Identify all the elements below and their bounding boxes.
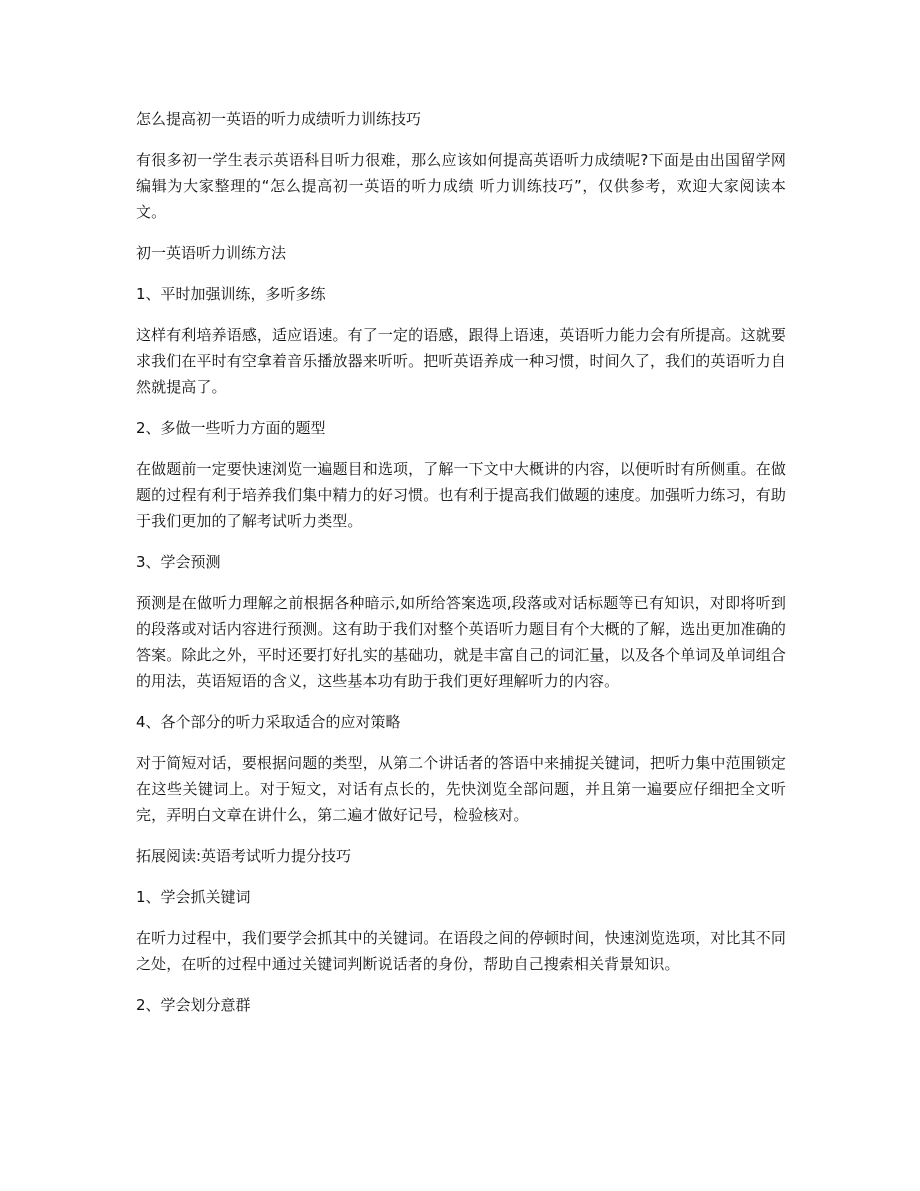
document-body [136, 106, 786, 1033]
ext-heading-2: 2、学会划分意群 [136, 996, 251, 1014]
item-paragraph-4: 对于简短对话，要根据问题的类型，从第二个讲话者的答语中来捕捉关键词，把听力集中范围锁定在这些关键词上。对于短文，对话有点长的，先快浏览全部问题，并且第一遍要应仔细把全文听完，弄明白文章在讲什么，第二遍才做好记号，检验核对。 [136, 754, 786, 824]
item-paragraph-2: 在做题前一定要快速浏览一遍题目和选项，了解一下文中大概讲的内容，以便听时有所侧重。在做题的过程有利于培养我们集中精力的好习惯。也有利于提高我们做题的速度。加强听力练习，有助于我们更加的了解考试听力类型。 [136, 460, 786, 530]
item-heading-1: 1、平时加强训练，多听多练 [136, 285, 326, 303]
item-heading-2: 2、多做一些听力方面的题型 [136, 419, 326, 437]
section-heading-methods: 初一英语听力训练方法 [136, 244, 287, 262]
item-heading-3: 3、学会预测 [136, 553, 221, 571]
document-title: 怎么提高初一英语的听力成绩听力训练技巧 [136, 110, 422, 128]
item-paragraph-1: 这样有利培养语感，适应语速。有了一定的语感，跟得上语速，英语听力能力会有所提高。这就要求我们在平时有空拿着音乐播放器来听听。把听英语养成一种习惯，时间久了，我们的英语听力自然就提高了。 [136, 326, 786, 396]
intro-paragraph: 有很多初一学生表示英语科目听力很难，那么应该如何提高英语听力成绩呢?下面是由出国留学网编辑为大家整理的“怎么提高初一英语的听力成绩 听力训练技巧”，仅供参考，欢迎大家阅读本文。 [136, 151, 786, 221]
item-heading-4: 4、各个部分的听力采取适合的应对策略 [136, 713, 401, 731]
ext-heading-1: 1、学会抓关键词 [136, 888, 251, 906]
ext-paragraph-1: 在听力过程中，我们要学会抓其中的关键词。在语段之间的停顿时间，快速浏览选项，对比其不同之处，在听的过程中通过关键词判断说话者的身份，帮助自己搜索相关背景知识。 [136, 929, 786, 973]
item-paragraph-3: 预测是在做听力理解之前根据各种暗示,如所给答案选项,段落或对话标题等已有知识，对即将听到的段落或对话内容进行预测。这有助于我们对整个英语听力题目有个大概的了解，选出更加准确的答案。除此之外，平时还要打好扎实的基础功，就是丰富自己的词汇量，以及各个单词及单词组合的用法，英语短语的含义，这些基本功有助于我们更好理解听力的内容。 [136, 594, 786, 690]
section-heading-extended: 拓展阅读:英语考试听力提分技巧 [136, 847, 352, 865]
